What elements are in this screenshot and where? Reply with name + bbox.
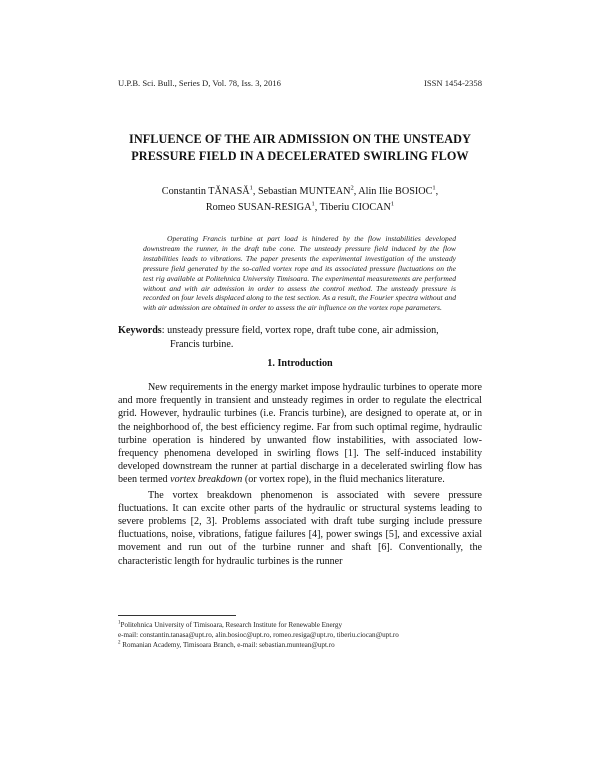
paragraph: The vortex breakdown phenomenon is associated with severe pressure fluctuations. It can excite other parts of the hydraulic or structural systems leading to severe problems [2, 3]. Problems associated with draft tube surging include pressure fluctuations, noise, vibrations, fatigue failures [4], power swings [5], and excessive axial movement and run out of the turbine runner and shaft [6]. Conventionally, the characteristic length for hydraulic turbines is the runner xyxy=(118,489,482,567)
keywords xyxy=(118,324,482,352)
author-list xyxy=(90,184,510,215)
paragraph: New requirements in the energy market impose hydraulic turbines to operate more and more frequently in transient and unsteady regimes in order to regulate the electrical grid. However, hydraulic turbines (i.e. Francis turbine), are designed to operate at, or in the neighborhood of, the best efficiency regime. Far from such optimal regime, hydraulic turbine operation is hindered by unwanted flow instabilities, with associated low-frequency phenomena developed in swirling flows [1]. The self-induced instability developed downstream the runner at partial discharge in a decelerated swirling flow has been termed vortex breakdown (or vortex rope), in the fluid mechanics literature. xyxy=(118,382,482,486)
footnotes xyxy=(118,620,488,651)
author-name: Constantin TĂNASĂ xyxy=(161,186,250,197)
term-vortex-breakdown: vortex breakdown xyxy=(170,474,243,486)
author-line-2 xyxy=(90,200,510,216)
footnote-1-emails: e-mail: constantin.tanasa@upt.ro, alin.bosioc@upt.ro, romeo.resiga@upt.ro, tiberiu.ciocan@upt.ro xyxy=(118,631,399,640)
title-line-2: PRESSURE FIELD IN A DECELERATED SWIRLING FLOW xyxy=(131,149,469,163)
affiliation-mark: 1 xyxy=(390,200,395,208)
running-header xyxy=(118,78,482,88)
footnote-divider xyxy=(118,615,236,616)
title-line-1: INFLUENCE OF THE AIR ADMISSION ON THE UNSTEADY xyxy=(129,132,471,146)
author-separator: , xyxy=(314,201,320,213)
author-separator: , xyxy=(353,186,359,197)
issn: ISSN 1454-2358 xyxy=(423,78,482,88)
keywords-text-continued: Francis turbine. xyxy=(170,339,234,350)
author-line-1 xyxy=(90,184,510,200)
keywords-label: Keywords xyxy=(118,325,162,336)
footnote-1: $^1$Politehnica University of Timisoara, Research Institute for Renewable Energy xyxy=(118,620,342,629)
affiliation-mark: 1 xyxy=(249,184,253,192)
abstract: Operating Francis turbine at part load is hindered by the flow instabilities developed downstream the runner, in the draft tube cone. The unsteady pressure field induced by the flow instabilities leads to vibrations. The paper presents the experimental investigation of the unsteady pressure field generated by the so-called vortex rope and its associated pressure fluctuations on the test rig available at Politehnica University Timisoara. The experimental measurements are performed without and with air admission in order to assess the control method. The unsteady pressure is recorded on four levels displaced along to the test section. As a result, the Fourier spectra without and with air admission are obtained in order to assess the air influence on the vortex rope parameters. xyxy=(143,234,456,313)
body-text xyxy=(118,381,482,568)
author-separator: , xyxy=(252,186,258,197)
keywords-text: : unsteady pressure field, vortex rope, draft tube cone, air admission, xyxy=(161,325,439,336)
author-name: Alin Ilie BOSIOC xyxy=(358,186,433,197)
journal-citation: U.P.B. Sci. Bull., Series D, Vol. 78, Iss. 3, 2016 xyxy=(118,78,281,88)
paper-title xyxy=(90,131,510,165)
affiliation-mark: 1 xyxy=(311,200,315,208)
author-name: Romeo SUSAN-RESIGA xyxy=(205,201,312,213)
author-separator: , xyxy=(435,186,439,197)
author-name: Tiberiu CIOCAN xyxy=(319,201,391,213)
footnote-mark: 1 xyxy=(118,620,121,626)
section-heading: 1. Introduction xyxy=(267,358,333,369)
footnote-mark: 2 xyxy=(118,641,121,647)
author-name: Sebastian MUNTEAN xyxy=(257,186,351,197)
affiliation-mark: 2 xyxy=(350,184,354,192)
affiliation-mark: 1 xyxy=(432,184,436,192)
footnote-2: $^2$ Romanian Academy, Timisoara Branch, e-mail: sebastian.muntean@upt.ro xyxy=(118,641,335,650)
